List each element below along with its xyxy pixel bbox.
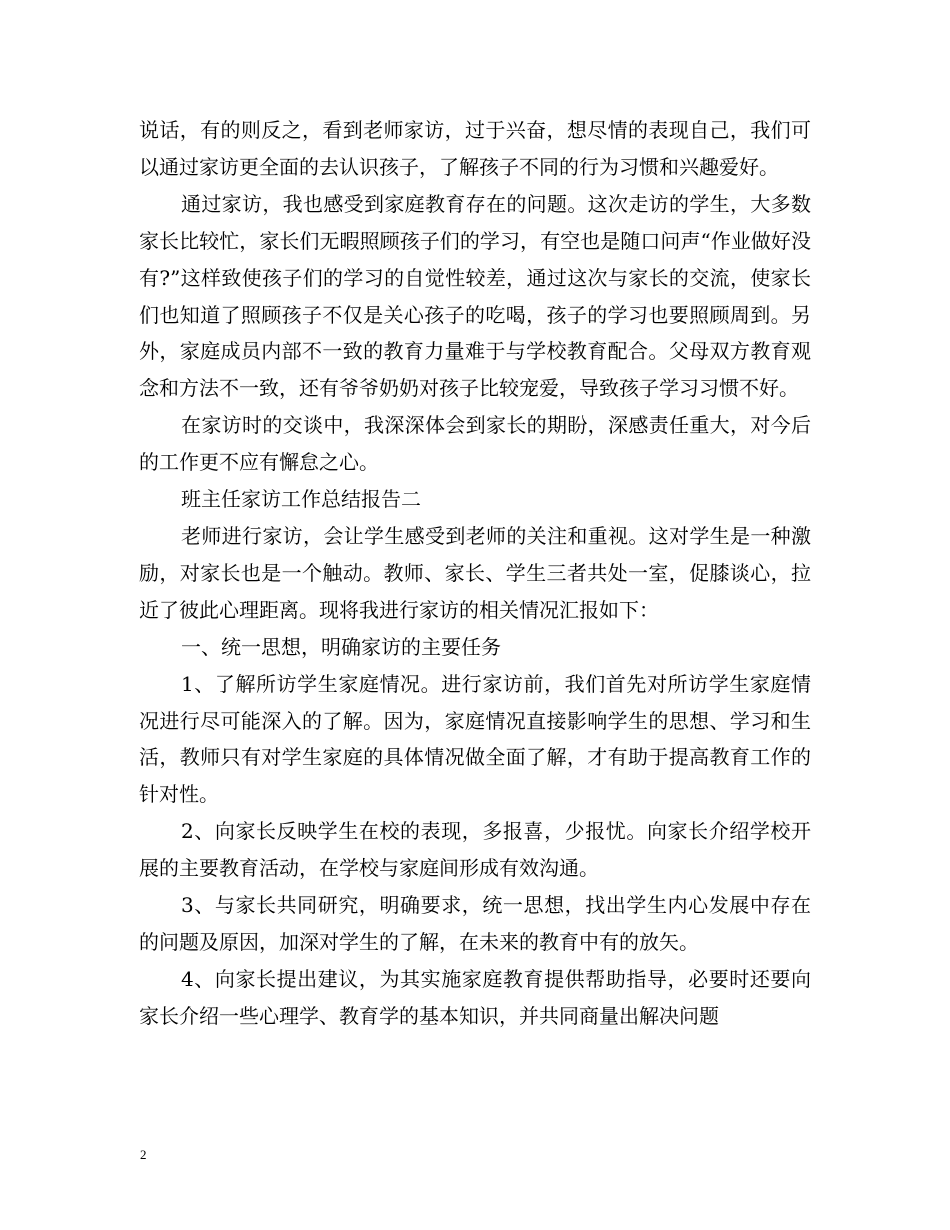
list-item-2: 2、向家长反映学生在校的表现，多报喜，少报忧。向家长介绍学校开展的主要教育活动，在学校与家庭间形成有效沟通。 [139, 819, 811, 881]
list-item-4: 4、向家长提出建议，为其实施家庭教育提供帮助指导，必要时还要向家长介绍一些心理学、教育学的基本知识，并共同商量出解决问题 [139, 966, 811, 1028]
paragraph-5: 老师进行家访，会让学生感受到老师的关注和重视。这对学生是一种激励，对家长也是一个触动。教师、家长、学生三者共处一室，促膝谈心，拉近了彼此心理距离。现将我进行家访的相关情况汇报如下： [139, 523, 811, 622]
paragraph-1: 说话，有的则反之，看到老师家访，过于兴奋，想尽情的表现自己，我们可以通过家访更全面的去认识孩子，了解孩子不同的行为习惯和兴趣爱好。 [139, 118, 811, 179]
document-body [139, 112, 811, 1035]
list-item-3: 3、与家长共同研究，明确要求，统一思想，找出学生内心发展中存在的问题及原因，加深对学生的了解，在未来的教育中有的放矢。 [139, 893, 811, 954]
list-item-1: 1、了解所访学生家庭情况。进行家访前，我们首先对所访学生家庭情况进行尽可能深入的了解。因为，家庭情况直接影响学生的思想、学习和生活，教师只有对学生家庭的具体情况做全面了解，才有助于提高教育工作的针对性。 [139, 671, 811, 807]
paragraph-2: 通过家访，我也感受到家庭教育存在的问题。这次走访的学生，大多数家长比较忙，家长们无暇照顾孩子们的学习，有空也是随口问声“作业做好没有?”这样致使孩子们的学习的自觉性较差，通过这次与家长的交流，使家长们也知道了照顾孩子不仅是关心孩子的吃喝，孩子的学习也要照顾周到。另外，家庭成员内部不一致的教育力量难于与学校教育配合。父母双方教育观念和方法不一致，还有爷爷奶奶对孩子比较宠爱，导致孩子学习习惯不好。 [139, 191, 811, 401]
page-number: 2 [140, 1147, 147, 1162]
section-heading: 班主任家访工作总结报告二 [181, 487, 421, 512]
subheading-1: 一、统一思想，明确家访的主要任务 [181, 634, 501, 659]
paragraph-3: 在家访时的交谈中，我深深体会到家长的期盼，深感责任重大，对今后的工作更不应有懈怠之心。 [139, 413, 811, 475]
